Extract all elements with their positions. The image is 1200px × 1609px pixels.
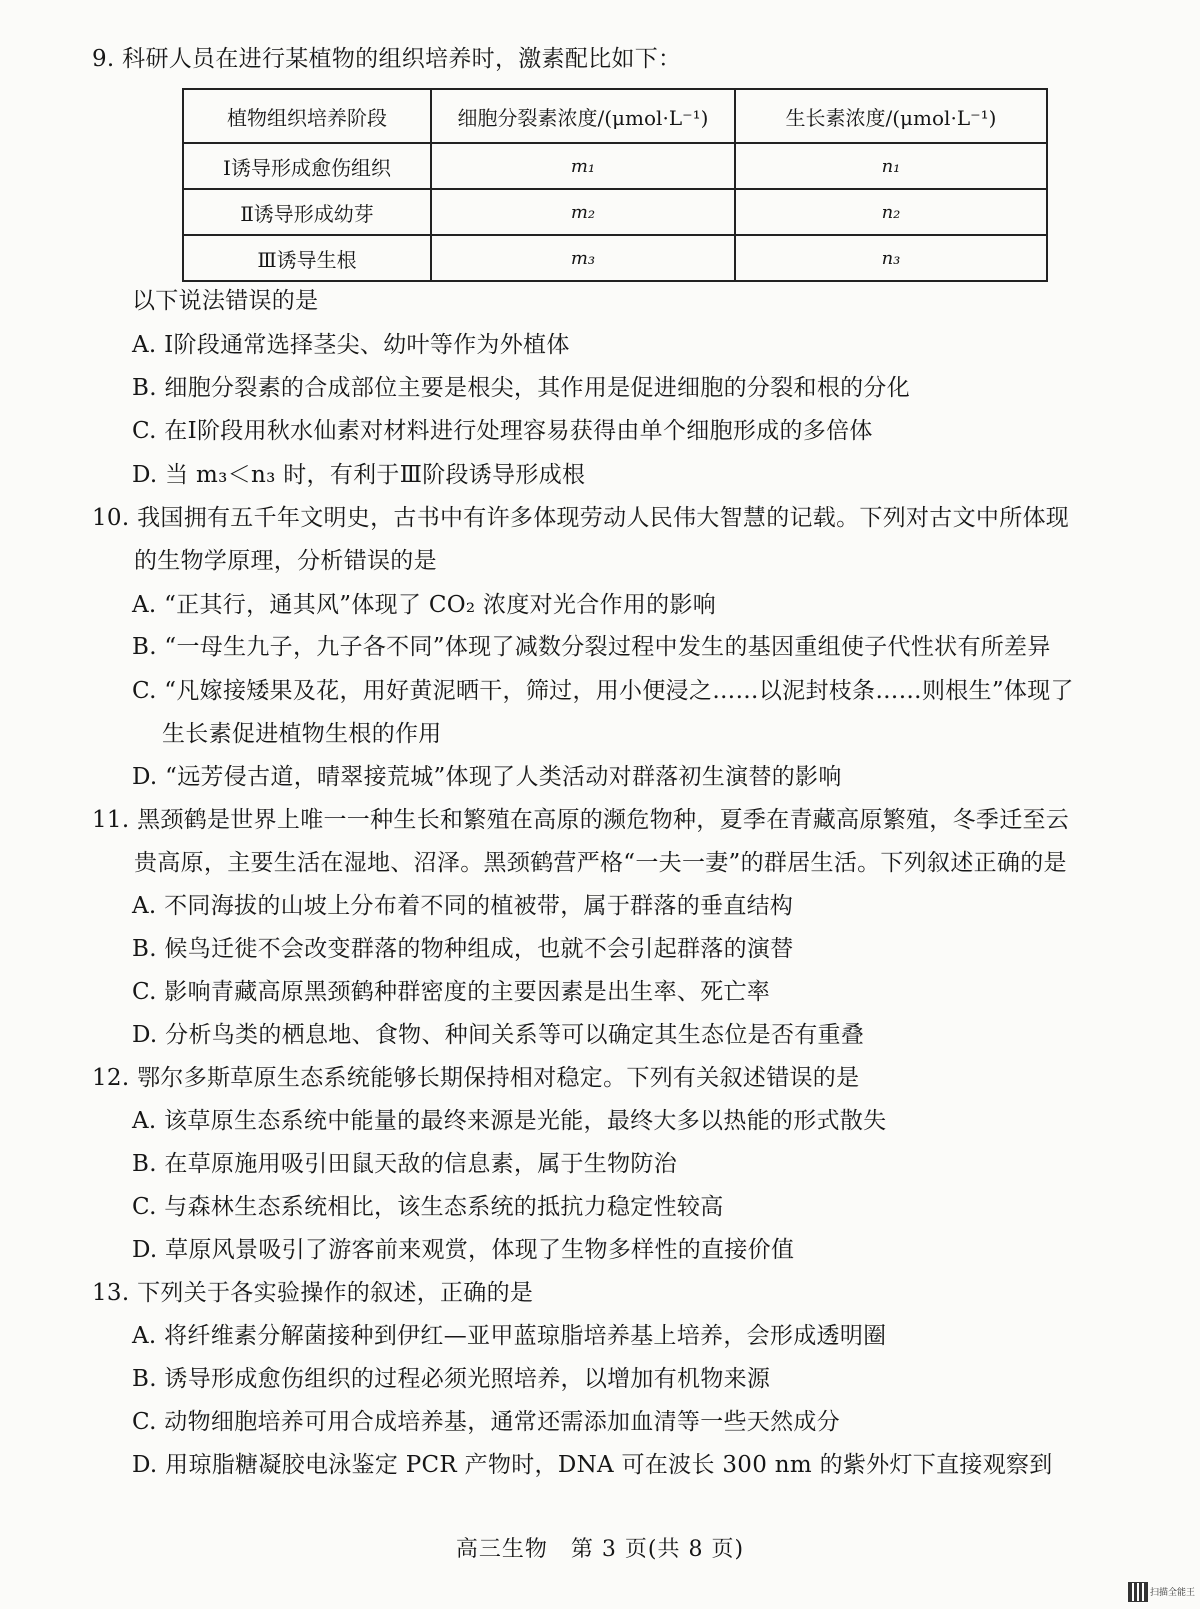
q9-option-c: C. 在Ⅰ阶段用秋水仙素对材料进行处理容易获得由单个细胞形成的多倍体 (132, 418, 873, 444)
table-header-row (183, 89, 1047, 143)
q12-option-d: D. 草原风景吸引了游客前来观赏，体现了生物多样性的直接价值 (132, 1237, 795, 1263)
table-header-stage: 植物组织培养阶段 (183, 89, 431, 143)
scanner-watermark: 扫描全能王 (1150, 1588, 1196, 1598)
q10-option-b: B. “一母生九子，九子各不同”体现了减数分裂过程中发生的基因重组使子代性状有所差异 (132, 634, 1051, 660)
q10-option-a: A. “正其行，通其风”体现了 CO₂ 浓度对光合作用的影响 (132, 592, 717, 618)
q13-stem: 13. 下列关于各实验操作的叙述，正确的是 (92, 1280, 534, 1306)
q10-option-c: C. “凡嫁接矮果及花，用好黄泥晒干，筛过，用小便浸之……以泥封枝条……则根生”体现了 (132, 678, 1074, 704)
q9-prompt: 以下说法错误的是 (132, 288, 319, 314)
q9-option-b: B. 细胞分裂素的合成部位主要是根尖，其作用是促进细胞的分裂和根的分化 (132, 375, 911, 401)
table-header-cytokinin: 细胞分裂素浓度/(μmol·L⁻¹) (431, 89, 735, 143)
q10-stem-line1: 10. 我国拥有五千年文明史，古书中有许多体现劳动人民伟大智慧的记载。下列对古文中所体现 (92, 505, 1070, 531)
q10-option-c-cont: 生长素促进植物生根的作用 (162, 721, 442, 747)
q10-option-d: D. “远芳侵古道，晴翠接荒城”体现了人类活动对群落初生演替的影响 (132, 764, 842, 790)
table-cell-stage: Ⅰ诱导形成愈伤组织 (183, 143, 431, 189)
q11-option-c: C. 影响青藏高原黑颈鹤种群密度的主要因素是出生率、死亡率 (132, 979, 771, 1005)
q11-option-a: A. 不同海拔的山坡上分布着不同的植被带，属于群落的垂直结构 (132, 893, 794, 919)
table-cell-cytokinin: m₁ (431, 143, 735, 189)
q11-stem-line1: 11. 黑颈鹤是世界上唯一一种生长和繁殖在高原的濒危物种，夏季在青藏高原繁殖，冬季迁至云 (92, 807, 1070, 833)
q12-option-a: A. 该草原生态系统中能量的最终来源是光能，最终大多以热能的形式散失 (132, 1108, 887, 1134)
table-row (183, 143, 1047, 189)
q12-option-b: B. 在草原施用吸引田鼠天敌的信息素，属于生物防治 (132, 1151, 678, 1177)
q12-stem: 12. 鄂尔多斯草原生态系统能够长期保持相对稳定。下列有关叙述错误的是 (92, 1065, 860, 1091)
table-row (183, 235, 1047, 281)
q13-option-a: A. 将纤维素分解菌接种到伊红—亚甲蓝琼脂培养基上培养，会形成透明圈 (132, 1323, 887, 1349)
table-cell-cytokinin: m₂ (431, 189, 735, 235)
q13-option-b: B. 诱导形成愈伤组织的过程必须光照培养，以增加有机物来源 (132, 1366, 771, 1392)
q13-option-d: D. 用琼脂糖凝胶电泳鉴定 PCR 产物时，DNA 可在波长 300 nm 的紫外灯下直接观察到 (132, 1452, 1053, 1478)
qr-code-icon (1128, 1582, 1148, 1602)
table-cell-stage: Ⅲ诱导生根 (183, 235, 431, 281)
table-cell-auxin: n₂ (735, 189, 1047, 235)
q12-option-c: C. 与森林生态系统相比，该生态系统的抵抗力稳定性较高 (132, 1194, 724, 1220)
table-cell-auxin: n₃ (735, 235, 1047, 281)
table-cell-cytokinin: m₃ (431, 235, 735, 281)
table-cell-auxin: n₁ (735, 143, 1047, 189)
q11-option-d: D. 分析鸟类的栖息地、食物、种间关系等可以确定其生态位是否有重叠 (132, 1022, 865, 1048)
q11-option-b: B. 候鸟迁徙不会改变群落的物种组成，也就不会引起群落的演替 (132, 936, 794, 962)
q10-stem-line2: 的生物学原理，分析错误的是 (134, 548, 437, 574)
q13-option-c: C. 动物细胞培养可用合成培养基，通常还需添加血清等一些天然成分 (132, 1409, 840, 1435)
hormone-ratio-table (182, 88, 1048, 282)
q11-stem-line2: 贵高原，主要生活在湿地、沼泽。黑颈鹤营严格“一夫一妻”的群居生活。下列叙述正确的是 (134, 850, 1067, 876)
table-header-auxin: 生长素浓度/(μmol·L⁻¹) (735, 89, 1047, 143)
q9-stem: 9. 科研人员在进行某植物的组织培养时，激素配比如下： (92, 46, 682, 72)
page-footer: 高三生物 第 3 页(共 8 页) (455, 1537, 745, 1562)
q9-option-d: D. 当 m₃＜n₃ 时，有利于Ⅲ阶段诱导形成根 (132, 462, 586, 488)
table-cell-stage: Ⅱ诱导形成幼芽 (183, 189, 431, 235)
q9-option-a: A. Ⅰ阶段通常选择茎尖、幼叶等作为外植体 (132, 332, 570, 358)
table-row (183, 189, 1047, 235)
